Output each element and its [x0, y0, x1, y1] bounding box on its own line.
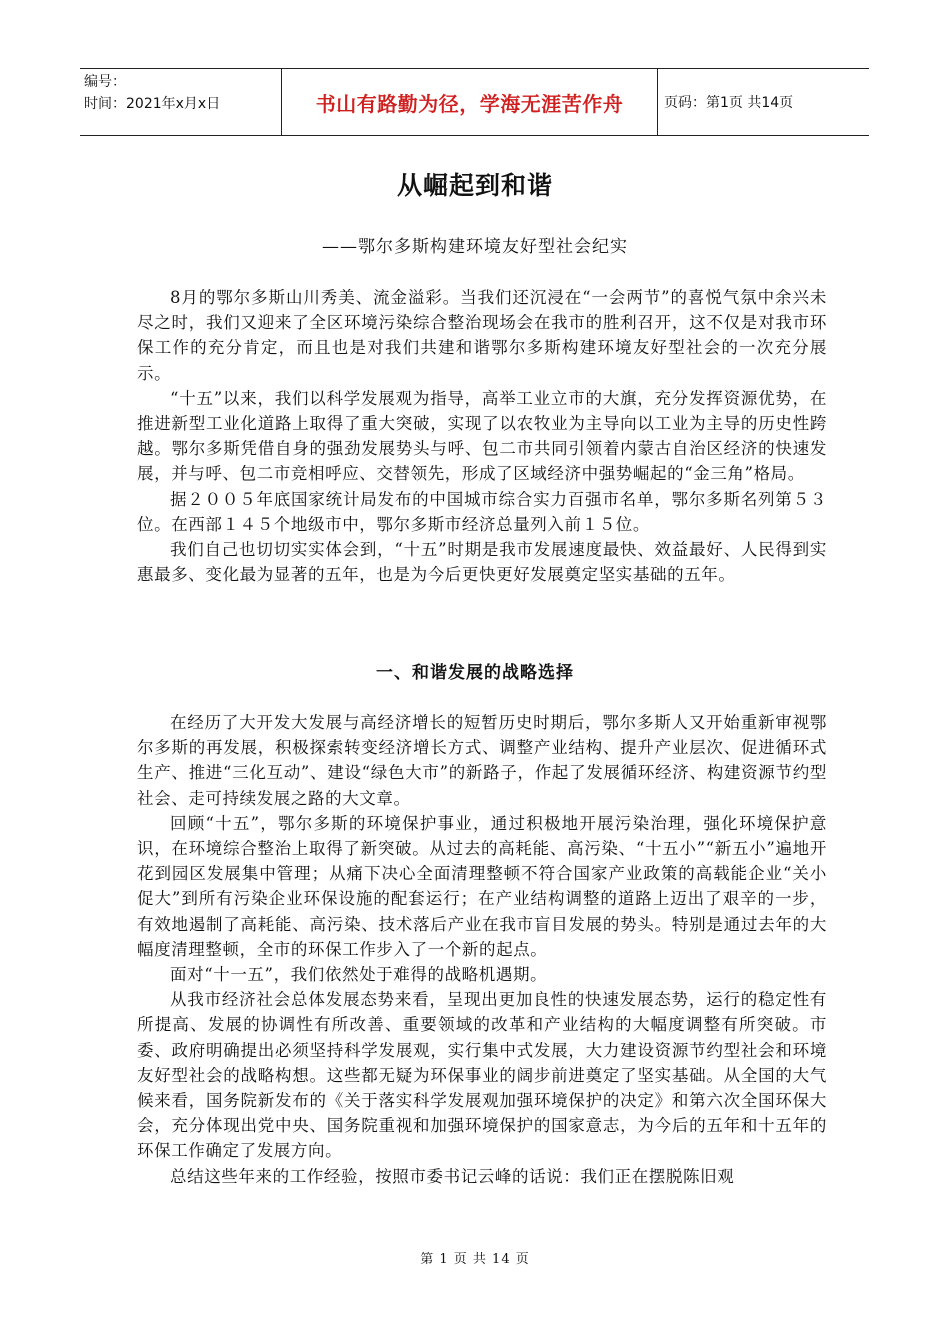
document-title: 从崛起到和谐	[396, 171, 553, 200]
paragraph: “十五”以来，我们以科学发展观为指导，高举工业立市的大旗，充分发挥资源优势，在推进新型工业化道路上取得了重大突破，实现了以农牧业为主导向以工业为主导的历史性跨越。鄂尔多斯凭借自身的强劲发展势头与呼、包二市共同引领着内蒙古自治区经济的快速发展，并与呼、包二市竞相呼应、交替领先，形成了区域经济中强势崛起的“金三角”格局。	[137, 388, 827, 484]
paragraph: 在经历了大开发大发展与高经济增长的短暂历史时期后，鄂尔多斯人又开始重新审视鄂尔多斯的再发展，积极探索转变经济增长方式、调整产业结构、提升产业层次、促进循环式生产、推进“三化互动”、建设“绿色大市”的新路子，作起了发展循环经济、构建资源节约型社会、走可持续发展之路的大文章。	[137, 713, 827, 808]
intro-body	[137, 285, 827, 587]
paragraph: 我们自己也切切实实体会到，“十五”时期是我市发展速度最快、效益最好、人民得到实惠最多、变化最为显著的五年，也是为今后更快更好发展奠定坚实基础的五年。	[137, 540, 827, 585]
section-heading: 一、和谐发展的战略选择	[376, 663, 574, 683]
paragraph: 总结这些年来的工作经验，按照市委书记云峰的话说：我们正在摆脱陈旧观	[170, 1166, 735, 1186]
paragraph: 据２００５年底国家统计局发布的中国城市综合实力百强市名单，鄂尔多斯名列第５３位。在西部１４５个地级市中，鄂尔多斯市经济总量列入前１５位。	[137, 489, 827, 534]
paragraph: 回顾“十五”，鄂尔多斯的环境保护事业，通过积极地开展污染治理，强化环境保护意识，在环境综合整治上取得了新突破。从过去的高耗能、高污染、“十五小”“新五小”遍地开花到园区发展集中管理；从痛下决心全面清理整顿不符合国家产业政策的高载能企业“关小促大”到所有污染企业环保设施的配套运行；在产业结构调整的道路上迈出了艰辛的一步，有效地遏制了高耗能、高污染、技术落后产业在我市盲目发展的势头。特别是通过去年的大幅度清理整顿，全市的环保工作步入了一个新的起点。	[137, 813, 827, 959]
number-label: 编号：	[84, 74, 126, 90]
page-footer: 第 1 页 共 14 页	[420, 1252, 530, 1267]
section-body	[137, 710, 827, 1189]
document-subtitle: ——鄂尔多斯构建环境友好型社会纪实	[322, 237, 628, 257]
page-info: 页码：第1页 共14页	[664, 95, 794, 111]
header-motto-cell	[282, 69, 658, 135]
time-label: 时间：2021年x月x日	[84, 96, 221, 112]
document-header	[80, 68, 869, 136]
header-meta-cell	[80, 69, 282, 135]
header-page-cell	[658, 69, 869, 135]
paragraph: 8月的鄂尔多斯山川秀美、流金溢彩。当我们还沉浸在“一会两节”的喜悦气氛中余兴未尽之时，我们又迎来了全区环境污染综合整治现场会在我市的胜利召开，这不仅是对我市环保工作的充分肯定，而且也是对我们共建和谐鄂尔多斯构建环境友好型社会的一次充分展示。	[137, 288, 827, 383]
paragraph: 从我市经济社会总体发展态势来看，呈现出更加良性的快速发展态势，运行的稳定性有所提高、发展的协调性有所改善、重要领域的改革和产业结构的大幅度调整有所突破。市委、政府明确提出必须坚持科学发展观，实行集中式发展，大力建设资源节约型社会和环境友好型社会的战略构想。这些都无疑为环保事业的阔步前进奠定了坚实基础。从全国的大气候来看，国务院新发布的《关于落实科学发展观加强环境保护的决定》和第六次全国环保大会，充分体现出党中央、国务院重视和加强环境保护的国家意志，为今后的五年和十五年的环保工作确定了发展方向。	[137, 990, 827, 1161]
paragraph: 面对“十一五”，我们依然处于难得的战略机遇期。	[170, 965, 548, 985]
motto-text: 书山有路勤为径，学海无涯苦作舟	[315, 91, 624, 116]
